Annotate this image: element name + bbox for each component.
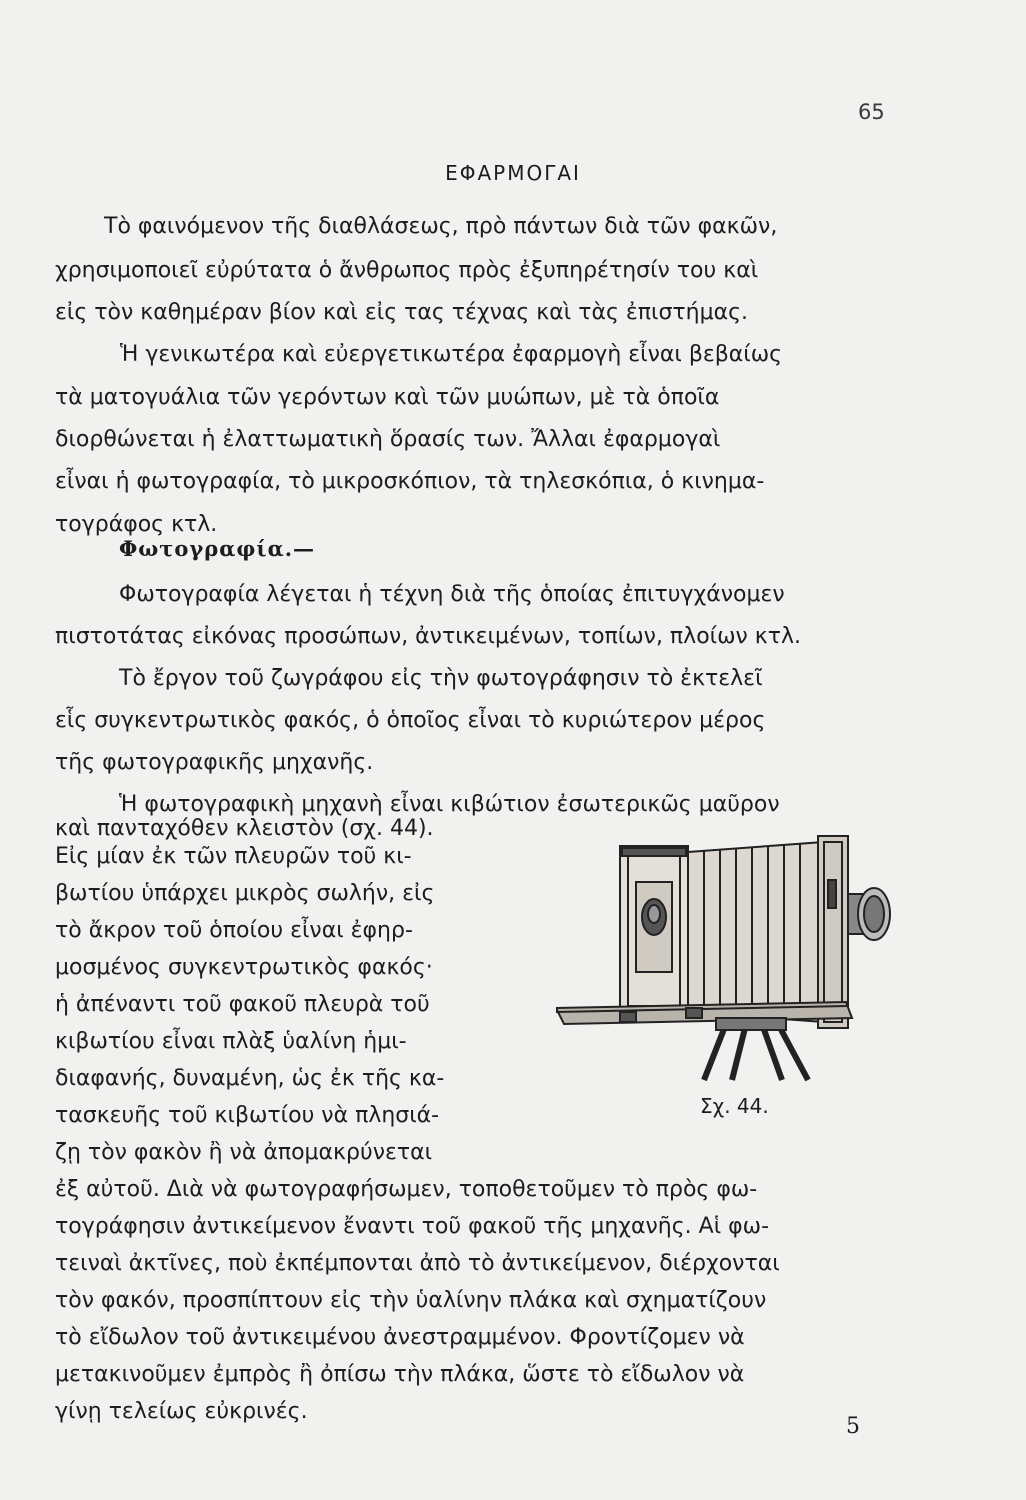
page-number: 65 <box>858 100 885 124</box>
text-line: τὰ ματογυάλια τῶν γερόντων καὶ τῶν μυώπων, μὲ τὰ ὁποῖα <box>55 385 720 410</box>
camera-illustration-icon <box>556 812 916 1082</box>
text-line: ἐξ αὐτοῦ. Διὰ νὰ φωτογραφήσωμεν, τοποθετοῦμεν τὸ πρὸς φω- <box>55 1177 758 1202</box>
text-line: ἡ ἀπέναντι τοῦ φακοῦ πλευρὰ τοῦ <box>55 992 430 1017</box>
text-line: τὸ εἴδωλον τοῦ ἀντικειμένου ἀνεστραμμένον. Φροντίζομεν νὰ <box>55 1325 745 1350</box>
text-line: μετακινοῦμεν ἐμπρὸς ἢ ὀπίσω τὴν πλάκα, ὥστε τὸ εἴδωλον νὰ <box>55 1362 745 1387</box>
text-line: κιβωτίου εἶναι πλὰξ ὑαλίνη ἡμι- <box>55 1029 407 1054</box>
text-line: διαφανής, δυναμένη, ὡς ἐκ τῆς κα- <box>55 1066 445 1091</box>
folio-number: 5 <box>846 1414 860 1439</box>
text-line: μοσμένος συγκεντρωτικὸς φακός· <box>55 955 433 980</box>
text-line: γίνῃ τελείως εὐκρινές. <box>55 1399 308 1424</box>
text-line: τασκευῆς τοῦ κιβωτίου νὰ πλησιά- <box>55 1103 440 1128</box>
text-line: διορθώνεται ἡ ἐλαττωματικὴ ὅρασίς των. Ἄλλαι ἐφαρμογαὶ <box>55 427 721 452</box>
text-line: εἰς τὸν καθημέραν βίον καὶ εἰς τας τέχνας καὶ τὰς ἐπιστήμας. <box>55 300 748 325</box>
text-line: τογράφησιν ἀντικείμενον ἔναντι τοῦ φακοῦ τῆς μηχανῆς. Αἱ φω- <box>55 1214 770 1239</box>
figure-caption: Σχ. 44. <box>700 1094 769 1118</box>
text-line: καὶ πανταχόθεν κλειστὸν (σχ. 44). <box>55 816 434 841</box>
text-line: εἷς συγκεντρωτικὸς φακός, ὁ ὁποῖος εἶναι τὸ κυριώτερον μέρος <box>55 708 766 733</box>
text-line: Τὸ φαινόμενον τῆς διαθλάσεως, πρὸ πάντων διὰ τῶν φακῶν, <box>104 214 778 239</box>
text-line: Ἡ γενικωτέρα καὶ εὐεργετικωτέρα ἐφαρμογὴ εἶναι βεβαίως <box>120 342 783 367</box>
text-line: χρησιμοποιεῖ εὐρύτατα ὁ ἄνθρωπος πρὸς ἐξυπηρέτησίν του καὶ <box>55 258 759 283</box>
text-line: βωτίου ὑπάρχει μικρὸς σωλήν, εἰς <box>55 881 435 906</box>
photography-heading: Φωτογραφία.— <box>119 536 316 561</box>
text-line: τὸ ἄκρον τοῦ ὁποίου εἶναι ἐφηρ- <box>55 918 413 943</box>
text-line: Φωτογραφία λέγεται ἡ τέχνη διὰ τῆς ὁποίας ἐπιτυγχάνομεν <box>119 582 785 607</box>
text-line: τῆς φωτογραφικῆς μηχανῆς. <box>55 750 374 775</box>
text-line: τειναὶ ἀκτῖνες, ποὺ ἐκπέμπονται ἀπὸ τὸ ἀντικείμενον, διέρχονται <box>55 1251 780 1276</box>
section-title: ΕΦΑΡΜΟΓΑΙ <box>445 161 581 185</box>
text-line: ζῃ τὸν φακὸν ἢ νὰ ἀπομακρύνεται <box>55 1140 433 1165</box>
text-line: τογράφος κτλ. <box>55 512 218 537</box>
text-line: τὸν φακόν, προσπίπτουν εἰς τὴν ὑαλίνην πλάκα καὶ σχηματίζουν <box>55 1288 767 1313</box>
text-line: Ἡ φωτογραφικὴ μηχανὴ εἶναι κιβώτιον ἐσωτερικῶς μαῦρον <box>119 792 780 817</box>
text-line: εἶναι ἡ φωτογραφία, τὸ μικροσκόπιον, τὰ τηλεσκόπια, ὁ κινημα- <box>55 469 765 494</box>
text-line: πιστοτάτας εἰκόνας προσώπων, ἀντικειμένων, τοπίων, πλοίων κτλ. <box>55 624 802 649</box>
text-line: Τὸ ἔργον τοῦ ζωγράφου εἰς τὴν φωτογράφησιν τὸ ἐκτελεῖ <box>119 666 763 691</box>
text-line: Εἰς μίαν ἐκ τῶν πλευρῶν τοῦ κι- <box>55 844 412 869</box>
